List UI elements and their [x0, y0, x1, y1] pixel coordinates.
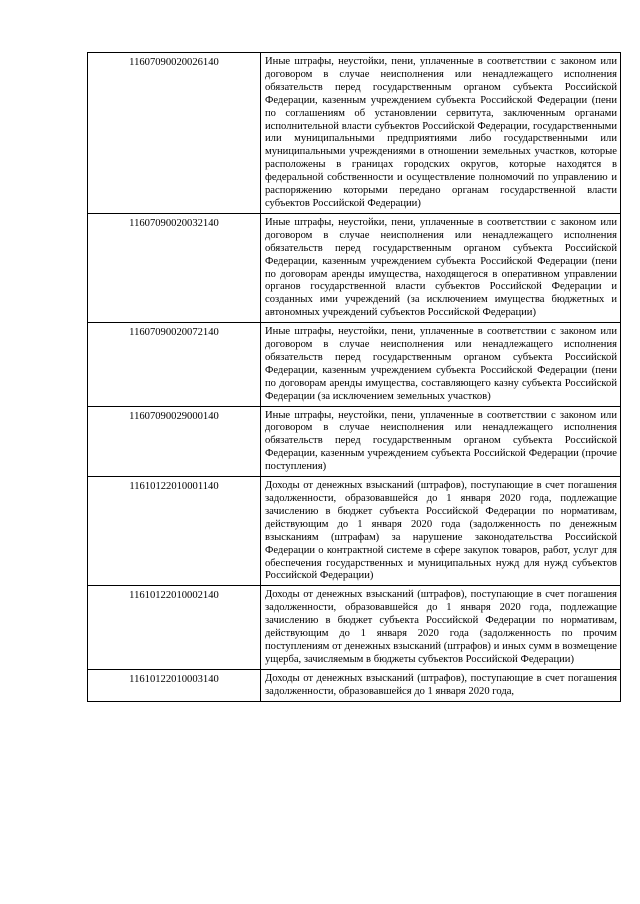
budget-code-cell: 11607090020032140 [88, 213, 261, 322]
budget-codes-table [87, 52, 621, 702]
budget-code-cell: 11607090029000140 [88, 406, 261, 477]
description-cell: Доходы от денежных взысканий (штрафов), поступающие в счет погашения задолженности, образовавшейся до 1 января 2020 года, подлежащие зачислению в бюджет субъекта Российской Федерации по нормативам, действующим до 1 января 2020 года (задолженность по прочим поступлениям от денежных взысканий (штрафов) и иных сумм в возмещение ущерба, зачисляемым в бюджеты субъектов Российской Федерации) [261, 586, 621, 669]
budget-code-cell: 11610122010001140 [88, 477, 261, 586]
description-cell: Доходы от денежных взысканий (штрафов), поступающие в счет погашения задолженности, образовавшейся до 1 января 2020 года, подлежащие зачислению в бюджет субъекта Российской Федерации по нормативам, действующим до 1 января 2020 года (задолженность по денежным взысканиям (штрафам) за нарушение законодательства Российской Федерации о контрактной системе в сфере закупок товаров, работ, услуг для обеспечения государственных и муниципальных нужд для нужд субъектов Российской Федерации) [261, 477, 621, 586]
description-cell: Доходы от денежных взысканий (штрафов), поступающие в счет погашения задолженности, образовавшейся до 1 января 2020 года, [261, 669, 621, 701]
budget-code-cell: 11607090020026140 [88, 53, 261, 214]
budget-code-cell: 11610122010003140 [88, 669, 261, 701]
description-cell: Иные штрафы, неустойки, пени, уплаченные в соответствии с законом или договором в случае неисполнения или ненадлежащего исполнения обязательств перед государственным органом субъекта Российской Федерации, казенным учреждением субъекта Российской Федерации (пени по договорам аренды имущества, составляющего казну субъекта Российской Федерации (за исключением земельных участков) [261, 323, 621, 406]
description-cell: Иные штрафы, неустойки, пени, уплаченные в соответствии с законом или договором в случае неисполнения или ненадлежащего исполнения обязательств перед государственным органом субъекта Российской Федерации, казенным учреждением субъекта Российской Федерации (пени по соглашениям об установлении сервитута, заключенным органами исполнительной власти субъектов Российской Федерации, государственными или муниципальными предприятиями либо государственными или муниципальными учреждениями в отношении земельных участков, которые расположены в границах городских округов, которые находятся в федеральной собственности и осуществление полномочий по управлению и распоряжению которыми передано органам государственной власти субъектов Российской Федерации) [261, 53, 621, 214]
table-body [88, 53, 621, 702]
table-row [88, 406, 621, 477]
table-row [88, 669, 621, 701]
description-cell: Иные штрафы, неустойки, пени, уплаченные в соответствии с законом или договором в случае неисполнения или ненадлежащего исполнения обязательств перед государственным органом субъекта Российской Федерации, казенным учреждением субъекта Российской Федерации (пени по договорам аренды имущества, находящегося в оперативном управлении органов государственной власти субъектов Российской Федерации и созданных ими учреждений (за исключением имущества бюджетных и автономных учреждений субъектов Российской Федерации) [261, 213, 621, 322]
description-cell: Иные штрафы, неустойки, пени, уплаченные в соответствии с законом или договором в случае неисполнения или ненадлежащего исполнения обязательств перед государственным органом субъекта Российской Федерации, казенным учреждением субъекта Российской Федерации (прочие поступления) [261, 406, 621, 477]
budget-code-cell: 11610122010002140 [88, 586, 261, 669]
budget-code-cell: 11607090020072140 [88, 323, 261, 406]
table-row [88, 213, 621, 322]
table-row [88, 323, 621, 406]
table-row [88, 586, 621, 669]
table-row [88, 477, 621, 586]
table-row [88, 53, 621, 214]
